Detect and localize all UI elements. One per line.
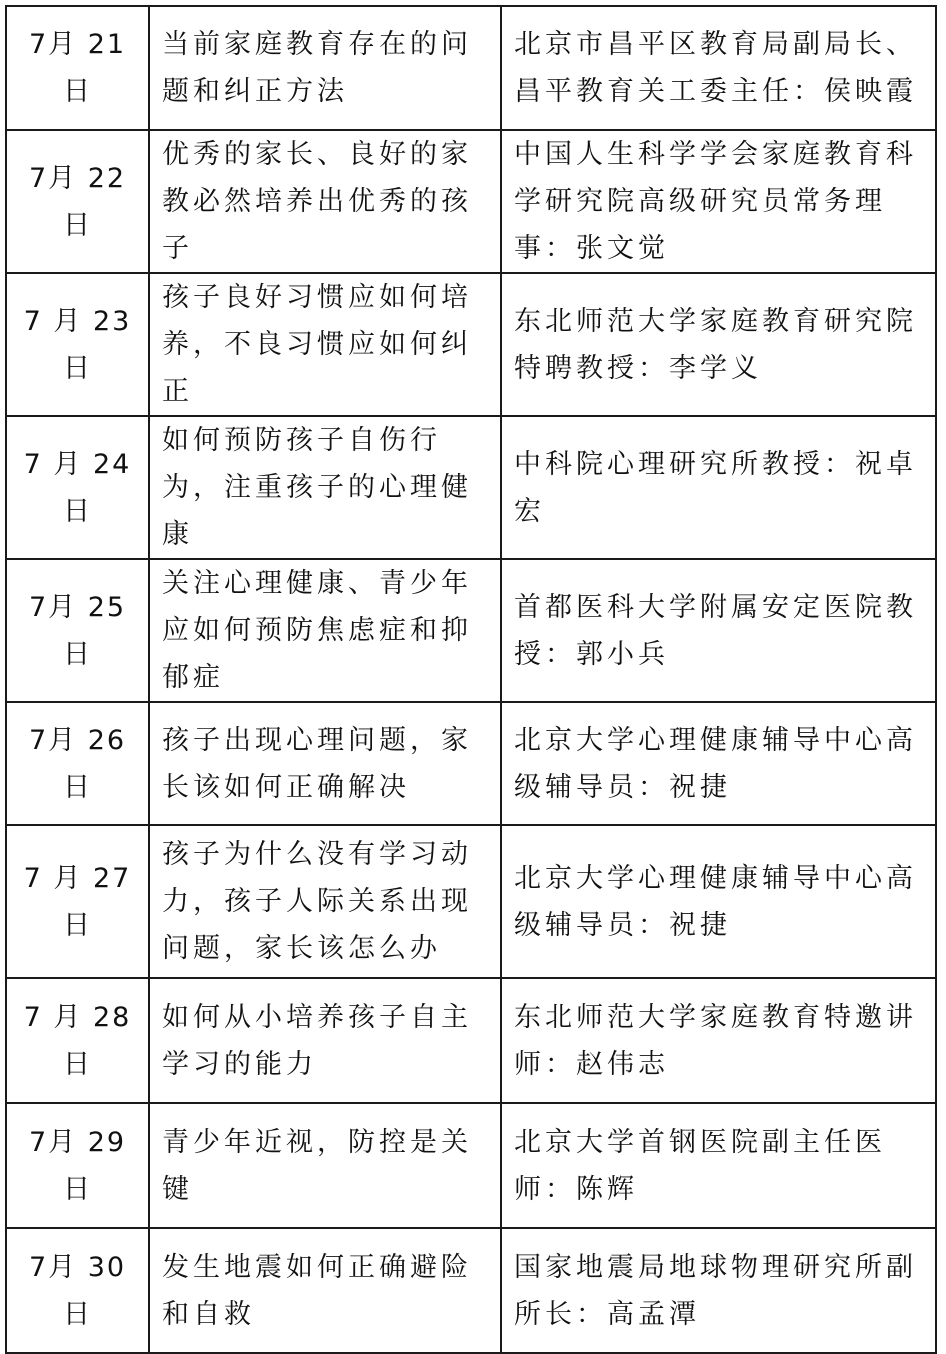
table-row — [6, 1228, 936, 1353]
row-date: 7 月 27 日 — [6, 825, 149, 978]
row-speaker: 中科院心理研究所教授：祝卓宏 — [501, 416, 936, 559]
row-speaker: 北京大学心理健康辅导中心高级辅导员：祝捷 — [501, 702, 936, 825]
row-topic: 孩子良好习惯应如何培养，不良习惯应如何纠正 — [149, 273, 501, 416]
row-date: 7月 29 日 — [6, 1103, 149, 1228]
row-speaker: 北京大学首钢医院副主任医师：陈辉 — [501, 1103, 936, 1228]
row-date: 7月 30 日 — [6, 1228, 149, 1353]
row-speaker: 北京市昌平区教育局副局长、昌平教育关工委主任：侯映霞 — [501, 6, 936, 130]
row-speaker: 东北师范大学家庭教育研究院特聘教授：李学义 — [501, 273, 936, 416]
row-speaker: 首都医科大学附属安定医院教授：郭小兵 — [501, 559, 936, 702]
row-topic: 如何从小培养孩子自主学习的能力 — [149, 978, 501, 1103]
row-topic: 关注心理健康、青少年应如何预防焦虑症和抑郁症 — [149, 559, 501, 702]
row-date: 7月 25 日 — [6, 559, 149, 702]
row-topic: 优秀的家长、良好的家教必然培养出优秀的孩子 — [149, 130, 501, 273]
row-topic: 青少年近视，防控是关键 — [149, 1103, 501, 1228]
row-date: 7月 22 日 — [6, 130, 149, 273]
row-speaker: 中国人生科学学会家庭教育科学研究院高级研究员常务理事：张文觉 — [501, 130, 936, 273]
row-speaker: 国家地震局地球物理研究所副所长：高孟潭 — [501, 1228, 936, 1353]
row-topic: 如何预防孩子自伤行为，注重孩子的心理健康 — [149, 416, 501, 559]
row-date: 7月 26 日 — [6, 702, 149, 825]
table-row — [6, 559, 936, 702]
table-row — [6, 702, 936, 825]
row-topic: 孩子为什么没有学习动力，孩子人际关系出现问题，家长该怎么办 — [149, 825, 501, 978]
table-row — [6, 825, 936, 978]
table-row — [6, 6, 936, 130]
table-body — [6, 6, 936, 1353]
row-date: 7 月 28 日 — [6, 978, 149, 1103]
table-row — [6, 1103, 936, 1228]
table-row — [6, 978, 936, 1103]
lecture-schedule-table — [5, 5, 937, 1354]
row-speaker: 北京大学心理健康辅导中心高级辅导员：祝捷 — [501, 825, 936, 978]
row-topic: 发生地震如何正确避险和自救 — [149, 1228, 501, 1353]
row-date: 7 月 24 日 — [6, 416, 149, 559]
row-speaker: 东北师范大学家庭教育特邀讲师：赵伟志 — [501, 978, 936, 1103]
table-row — [6, 273, 936, 416]
row-date: 7 月 23 日 — [6, 273, 149, 416]
table-row — [6, 416, 936, 559]
row-date: 7月 21 日 — [6, 6, 149, 130]
table-row — [6, 130, 936, 273]
row-topic: 当前家庭教育存在的问题和纠正方法 — [149, 6, 501, 130]
row-topic: 孩子出现心理问题，家长该如何正确解决 — [149, 702, 501, 825]
